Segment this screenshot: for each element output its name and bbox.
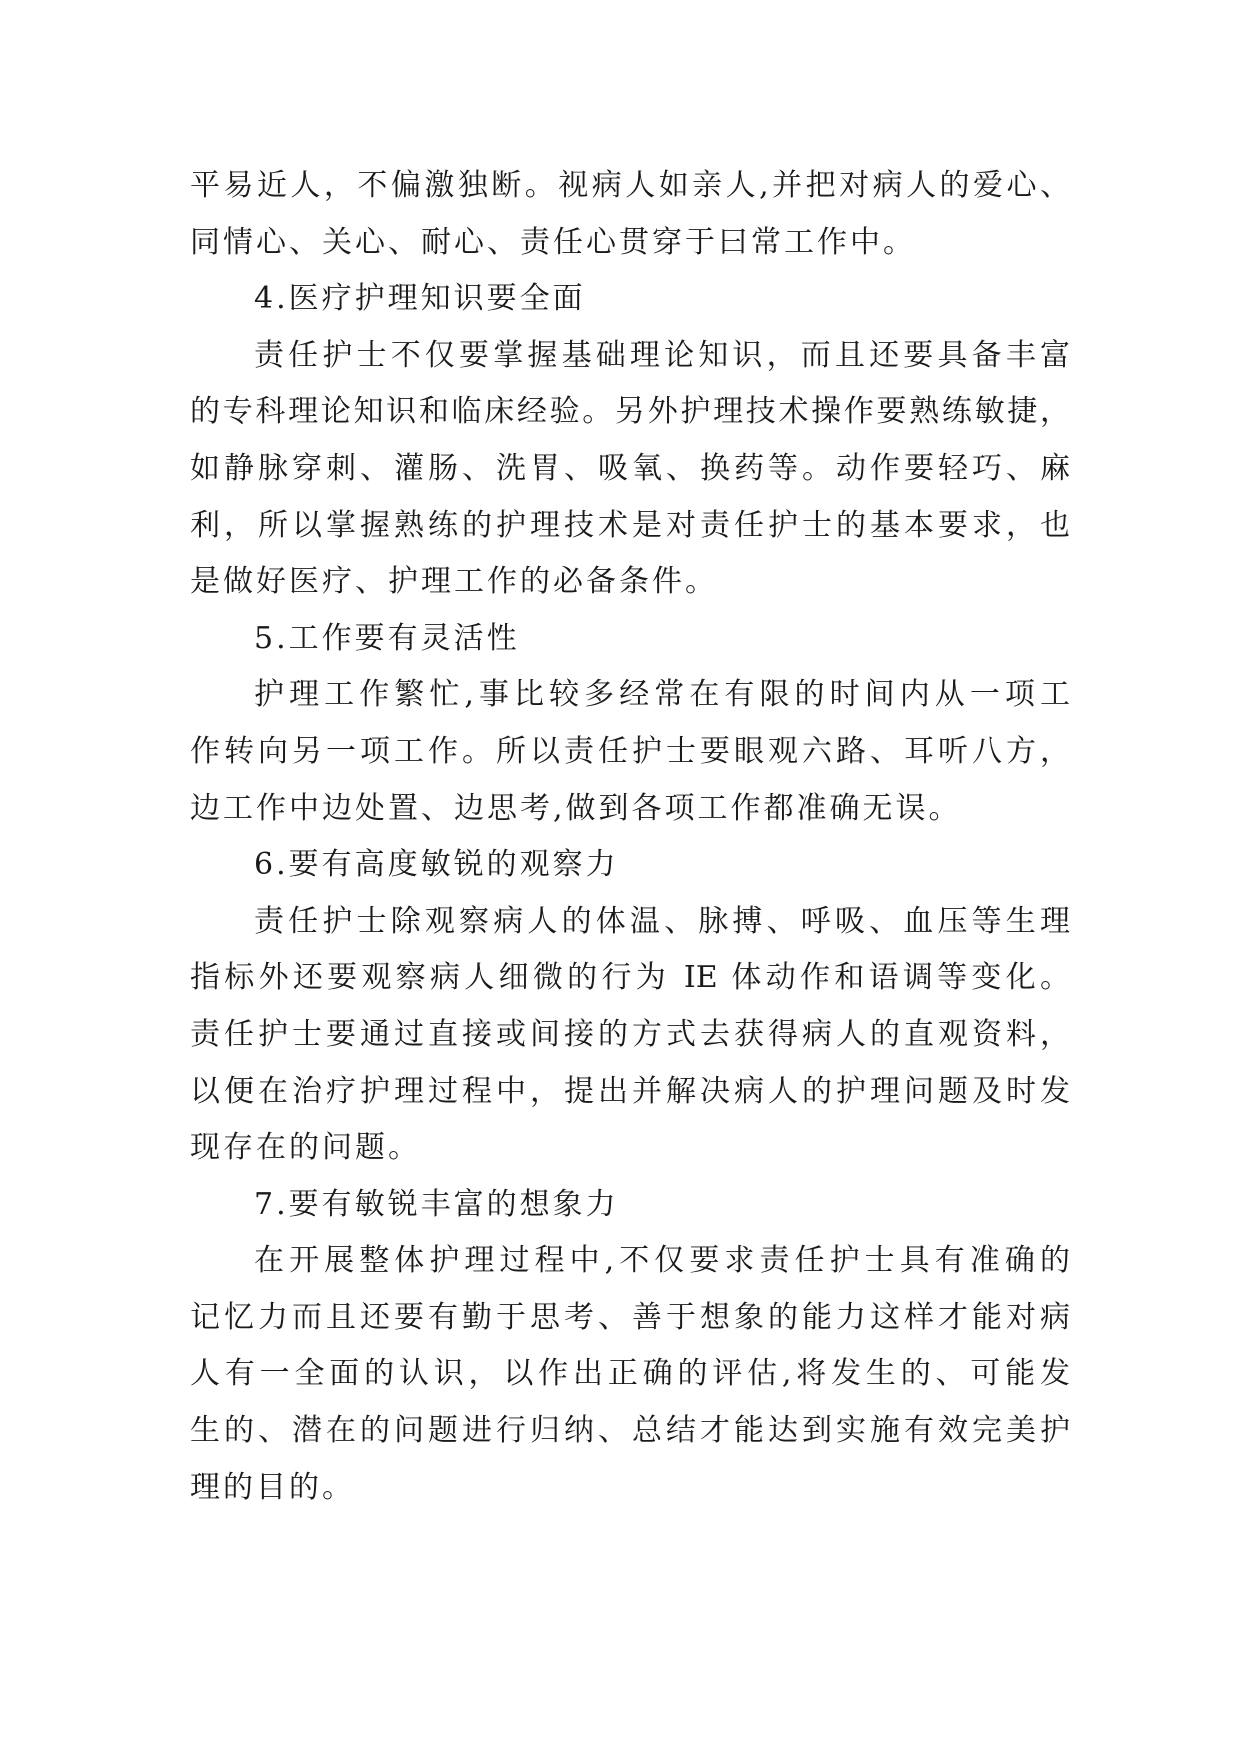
text-line: 记忆力而且还要有勤于思考、善于想象的能力这样才能对病 bbox=[190, 1299, 1070, 1335]
text-line: 是做好医疗、护理工作的必备条件。 bbox=[190, 564, 718, 600]
section-heading: 6.要有高度敏锐的观察力 bbox=[254, 847, 619, 883]
text-line: 如静脉穿刺、灌肠、洗胃、吸氧、换药等。动作要轻巧、麻 bbox=[190, 450, 1070, 486]
text-line: 以便在治疗护理过程中，提出并解决病人的护理问题及时发 bbox=[190, 1073, 1070, 1109]
text-line: 指标外还要观察病人细微的行为 IE 体动作和语调等变化。 bbox=[190, 960, 1070, 996]
text-line: 同情心、关心、耐心、责任心贯穿于曰常工作中。 bbox=[190, 224, 916, 260]
text-line: 在开展整体护理过程中,不仅要求责任护士具有准确的 bbox=[254, 1243, 1070, 1279]
text-line: 护理工作繁忙,事比较多经常在有限的时间内从一项工 bbox=[254, 677, 1070, 713]
text-line: 理的目的。 bbox=[190, 1469, 355, 1505]
section-heading: 7.要有敏锐丰富的想象力 bbox=[254, 1186, 619, 1222]
text-line: 现存在的问题。 bbox=[190, 1130, 421, 1166]
text-line: 人有一全面的认识，以作出正确的评估,将发生的、可能发 bbox=[190, 1356, 1070, 1392]
text-line: 责任护士除观察病人的体温、脉搏、呼吸、血压等生理 bbox=[254, 903, 1070, 939]
text-line: 利，所以掌握熟练的护理技术是对责任护士的基本要求，也 bbox=[190, 507, 1070, 543]
text-line: 平易近人，不偏激独断。视病人如亲人,并把对病人的爱心、 bbox=[190, 168, 1070, 203]
section-heading: 5.工作要有灵活性 bbox=[254, 620, 520, 656]
section-heading: 4.医疗护理知识要全面 bbox=[254, 281, 586, 317]
text-line: 的专科理论知识和临床经验。另外护理技术操作要熟练敏捷， bbox=[190, 394, 1070, 430]
text-line: 作转向另一项工作。所以责任护士要眼观六路、耳听八方， bbox=[190, 733, 1070, 769]
text-line: 生的、潜在的问题进行归纳、总结才能达到实施有效完美护 bbox=[190, 1413, 1070, 1449]
text-line: 边工作中边处置、边思考,做到各项工作都准确无误。 bbox=[190, 790, 962, 826]
document-body bbox=[190, 158, 1070, 1516]
text-line: 责任护士不仅要掌握基础理论知识，而且还要具备丰富 bbox=[254, 337, 1070, 373]
text-line: 责任护士要通过直接或间接的方式去获得病人的直观资料， bbox=[190, 1016, 1070, 1052]
